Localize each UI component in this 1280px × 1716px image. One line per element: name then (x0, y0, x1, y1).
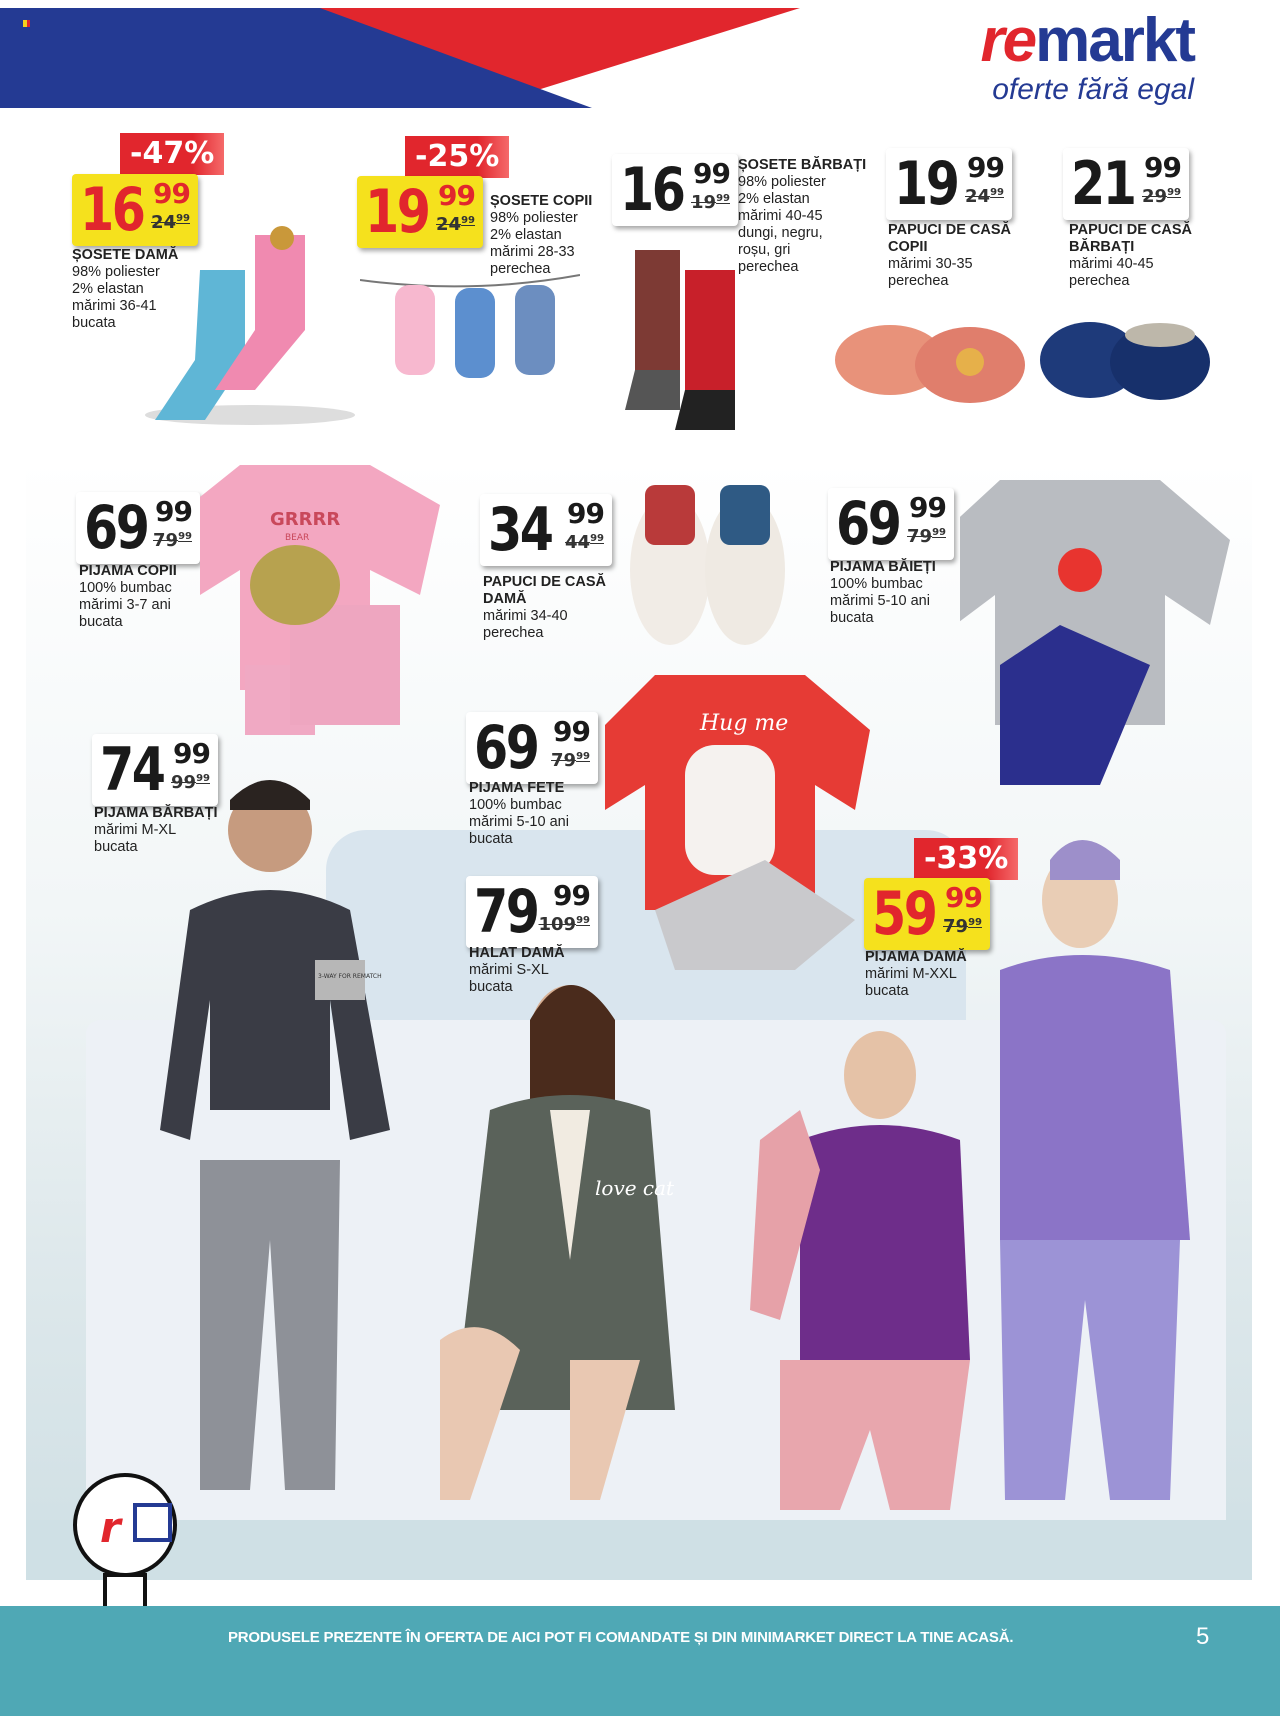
price-tag (886, 148, 1012, 220)
kids-slippers-image (830, 300, 1030, 410)
product-info: PIJAMA BĂIEȚI 100% bumbac mărimi 5-10 ani bucata (830, 559, 970, 627)
product-info: PAPUCI DE CASĂ BĂRBAȚI mărimi 40-45 perechea (1069, 222, 1209, 290)
old-price: $24^{99}$ (965, 186, 1004, 207)
flag-icon (20, 20, 30, 27)
product-title: PAPUCI DE CASĂ COPII (888, 222, 1011, 255)
old-price: $29^{99}$ (1142, 186, 1181, 207)
brand-suffix: markt (1035, 6, 1194, 75)
price-integer: 59 (872, 879, 936, 949)
women-socks-image (140, 220, 360, 430)
price-tag (1063, 148, 1189, 220)
old-price: $19^{99}$ (691, 192, 730, 213)
price-decimals: 99 (173, 737, 210, 770)
price-integer: 16 (80, 175, 144, 245)
men-socks-image (615, 240, 765, 440)
page-number: 5 (1196, 1623, 1210, 1650)
discount-badge: -25% (405, 136, 509, 178)
price-integer: 34 (488, 495, 552, 565)
product-title: HALAT DAMĂ (469, 945, 565, 961)
pajama-print-text: GRRRR (270, 509, 341, 530)
robe-print-text: love cat (595, 1176, 675, 1200)
brand-tagline: oferte fără egal (992, 73, 1194, 106)
product-info: PAPUCI DE CASĂ COPII mărimi 30-35 perechea (888, 222, 1028, 290)
product-title: PAPUCI DE CASĂ BĂRBAȚI (1069, 222, 1192, 255)
old-price: $109^{99}$ (538, 914, 590, 935)
product-info: ȘOSETE COPII 98% poliester 2% elastan mărimi 28-33 perechea (490, 193, 610, 278)
svg-text:r: r (100, 1503, 121, 1552)
price-integer: 69 (836, 489, 900, 559)
woman-pink-pajama-image (740, 1020, 1010, 1520)
price-integer: 16 (620, 155, 684, 225)
product-title: PIJAMA DAMĂ (865, 949, 967, 965)
product-title: PAPUCI DE CASĂ DAMĂ (483, 574, 606, 607)
old-price: $44^{99}$ (565, 532, 604, 553)
price-decimals: 99 (155, 495, 192, 528)
price-tag (480, 494, 612, 566)
price-integer: 74 (100, 735, 164, 805)
kids-socks-image (360, 260, 580, 420)
price-tag (612, 154, 738, 226)
product-title: PIJAMA BĂRBAȚI (94, 805, 218, 821)
price-decimals: 99 (553, 715, 590, 748)
price-decimals: 99 (567, 497, 604, 530)
pocket-print-text: 3-WAY FOR REMATCH (318, 973, 382, 980)
old-price: $79^{99}$ (907, 526, 946, 547)
price-integer: 79 (474, 877, 538, 947)
price-decimals: 99 (438, 179, 475, 212)
old-price: $99^{99}$ (171, 772, 210, 793)
price-integer: 69 (84, 493, 148, 563)
product-info: PIJAMA DAMĂ mărimi M-XXL bucata (865, 949, 1005, 1000)
girls-pajama-image (200, 455, 450, 745)
old-price: $24^{99}$ (151, 212, 190, 233)
woman-purple-pajama-image (980, 820, 1230, 1520)
pajama-print-subtext: BEAR (285, 533, 310, 543)
price-integer: 19 (365, 177, 429, 247)
product-info: PAPUCI DE CASĂ DAMĂ mărimi 34-40 perechea (483, 574, 623, 642)
price-tag (864, 878, 990, 950)
product-title: ȘOSETE COPII (490, 193, 593, 209)
price-integer: 21 (1071, 149, 1135, 219)
price-tag (466, 876, 598, 948)
product-title: ȘOSETE BĂRBAȚI (738, 157, 867, 173)
price-tag (828, 488, 954, 560)
discount-badge: -33% (914, 838, 1018, 880)
price-tag (76, 492, 200, 564)
product-title: PIJAMA BĂIEȚI (830, 559, 936, 575)
price-integer: 69 (474, 713, 538, 783)
product-title: ȘOSETE DAMĂ (72, 247, 179, 263)
old-price: $24^{99}$ (436, 214, 475, 235)
product-title: PIJAMA FETE (469, 780, 565, 796)
old-price: $79^{99}$ (551, 750, 590, 771)
price-integer: 19 (894, 149, 958, 219)
price-decimals: 99 (909, 491, 946, 524)
price-decimals: 99 (945, 881, 982, 914)
pajama-print-text: Hug me (700, 711, 789, 736)
girls-red-pajama-image (605, 670, 875, 980)
men-slippers-image (1035, 300, 1215, 420)
discount-badge: -47% (120, 133, 224, 175)
women-slippers-image (625, 475, 790, 655)
price-decimals: 99 (967, 151, 1004, 184)
old-price: $79^{99}$ (153, 530, 192, 551)
brand-logo[interactable] (980, 6, 1194, 106)
price-tag (357, 176, 483, 248)
boys-pajama-image (960, 475, 1250, 795)
product-info: PIJAMA FETE 100% bumbac mărimi 5-10 ani bucata (469, 780, 609, 848)
product-title: PIJAMA COPII (79, 563, 177, 579)
woman-robe-model-image (420, 960, 720, 1530)
footer-message: PRODUSELE PREZENTE ÎN OFERTA DE AICI POT FI COMANDATE ȘI DIN MINIMARKET DIRECT LA TINE ACASĂ. (228, 1629, 1014, 1646)
price-decimals: 99 (1144, 151, 1181, 184)
product-info: PIJAMA BĂRBAȚI mărimi M-XL bucata (94, 805, 234, 856)
product-info: ȘOSETE DAMĂ 98% poliester 2% elastan mărimi 36-41 bucata (72, 247, 192, 332)
price-decimals: 99 (693, 157, 730, 190)
price-decimals: 99 (153, 177, 190, 210)
product-info: PIJAMA COPII 100% bumbac mărimi 3-7 ani bucata (79, 563, 219, 631)
price-decimals: 99 (553, 879, 590, 912)
product-info: ȘOSETE BĂRBAȚI 98% poliester 2% elastan mărimi 40-45 dungi, negru, roșu, gri perechea (738, 157, 867, 275)
brand-prefix: re (980, 6, 1036, 75)
old-price: $79^{99}$ (943, 916, 982, 937)
man-model-image (160, 770, 420, 1540)
product-info: HALAT DAMĂ mărimi S-XL bucata (469, 945, 609, 996)
price-tag (466, 712, 598, 784)
